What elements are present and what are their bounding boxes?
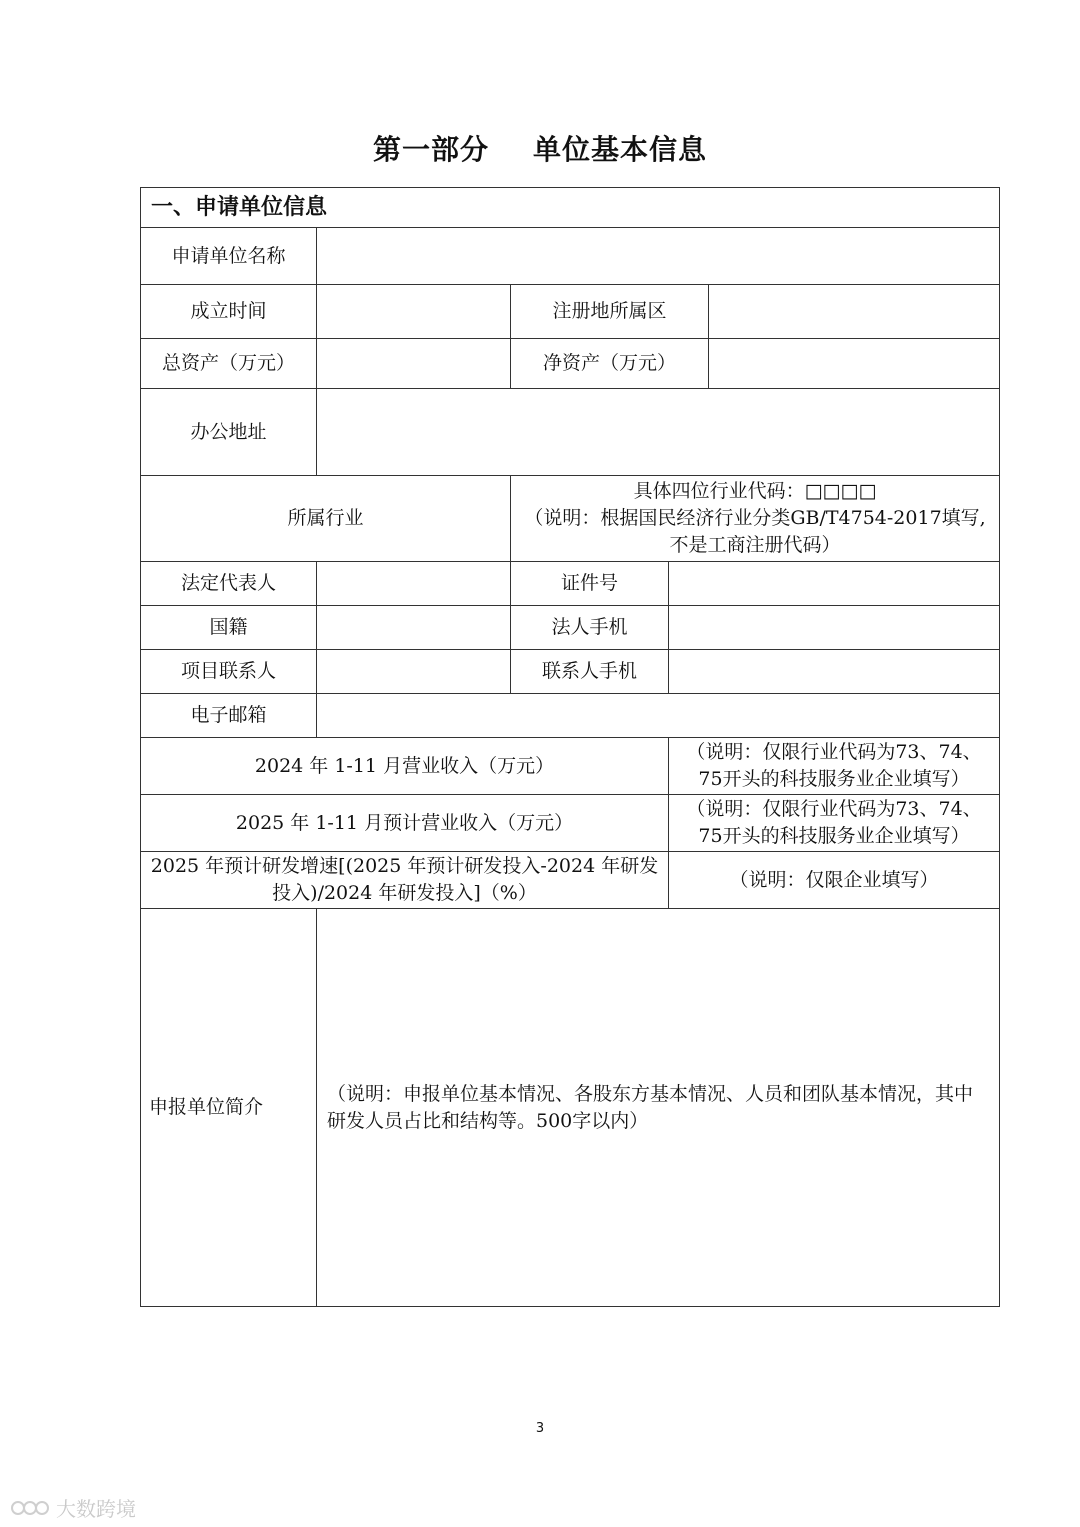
page-title-name: 单位基本信息 [533, 133, 708, 166]
watermark [10, 1492, 136, 1522]
nationality-field[interactable] [317, 606, 511, 650]
nationality-label: 国籍 [141, 606, 317, 650]
industry-label: 所属行业 [141, 476, 511, 562]
total-assets-label: 总资产（万元） [141, 339, 317, 389]
reg-district-field[interactable] [709, 285, 1000, 339]
row-industry [141, 476, 1000, 562]
id-number-field[interactable] [669, 562, 1000, 606]
page-title [0, 128, 1080, 168]
row-revenue-2024 [141, 738, 1000, 795]
section-header: 一、申请单位信息 [141, 188, 1000, 228]
applicant-info-table [140, 187, 1000, 1307]
contact-phone-label: 联系人手机 [511, 650, 669, 694]
row-founded [141, 285, 1000, 339]
section-header-row [141, 188, 1000, 228]
email-field[interactable] [317, 694, 1000, 738]
founded-label: 成立时间 [141, 285, 317, 339]
total-assets-field[interactable] [317, 339, 511, 389]
revenue-2024-note[interactable]: （说明：仅限行业代码为73、74、75开头的科技服务业企业填写） [669, 738, 1000, 795]
row-rd-growth [141, 852, 1000, 909]
row-email [141, 694, 1000, 738]
row-intro [141, 909, 1000, 1307]
watermark-logo-icon [10, 1495, 50, 1519]
row-revenue-2025 [141, 795, 1000, 852]
id-number-label: 证件号 [511, 562, 669, 606]
row-office-address [141, 389, 1000, 476]
revenue-2025-label: 2025 年 1-11 月预计营业收入（万元） [141, 795, 669, 852]
founded-field[interactable] [317, 285, 511, 339]
industry-code-line: 具体四位行业代码：□□□□ [633, 480, 877, 502]
intro-note[interactable]: （说明：申报单位基本情况、各股东方基本情况、人员和团队基本情况，其中研发人员占比和结构等。500字以内） [317, 909, 1000, 1307]
page-number: 3 [535, 1421, 545, 1436]
rd-growth-label: 2025 年预计研发增速[(2025 年预计研发投入-2024 年研发投入)/2024 年研发投入]（%） [141, 852, 669, 909]
row-unit-name [141, 228, 1000, 285]
intro-label: 申报单位简介 [141, 909, 317, 1307]
watermark-text: 大数跨境 [56, 1496, 136, 1521]
unit-name-label: 申请单位名称 [141, 228, 317, 285]
page-title-part: 第一部分 [372, 133, 489, 166]
revenue-2025-note[interactable]: （说明：仅限行业代码为73、74、75开头的科技服务业企业填写） [669, 795, 1000, 852]
net-assets-label: 净资产（万元） [511, 339, 709, 389]
row-nationality [141, 606, 1000, 650]
rd-growth-note[interactable]: （说明：仅限企业填写） [669, 852, 1000, 909]
row-contact [141, 650, 1000, 694]
row-assets [141, 339, 1000, 389]
office-address-label: 办公地址 [141, 389, 317, 476]
contact-label: 项目联系人 [141, 650, 317, 694]
industry-code-cell[interactable] [511, 476, 1000, 562]
contact-field[interactable] [317, 650, 511, 694]
legal-rep-label: 法定代表人 [141, 562, 317, 606]
legal-phone-field[interactable] [669, 606, 1000, 650]
net-assets-field[interactable] [709, 339, 1000, 389]
revenue-2024-label: 2024 年 1-11 月营业收入（万元） [141, 738, 669, 795]
row-legal-rep [141, 562, 1000, 606]
unit-name-field[interactable] [317, 228, 1000, 285]
reg-district-label: 注册地所属区 [511, 285, 709, 339]
legal-phone-label: 法人手机 [511, 606, 669, 650]
email-label: 电子邮箱 [141, 694, 317, 738]
contact-phone-field[interactable] [669, 650, 1000, 694]
office-address-field[interactable] [317, 389, 1000, 476]
legal-rep-field[interactable] [317, 562, 511, 606]
industry-note: （说明：根据国民经济行业分类GB/T4754-2017填写,不是工商注册代码） [524, 507, 986, 556]
